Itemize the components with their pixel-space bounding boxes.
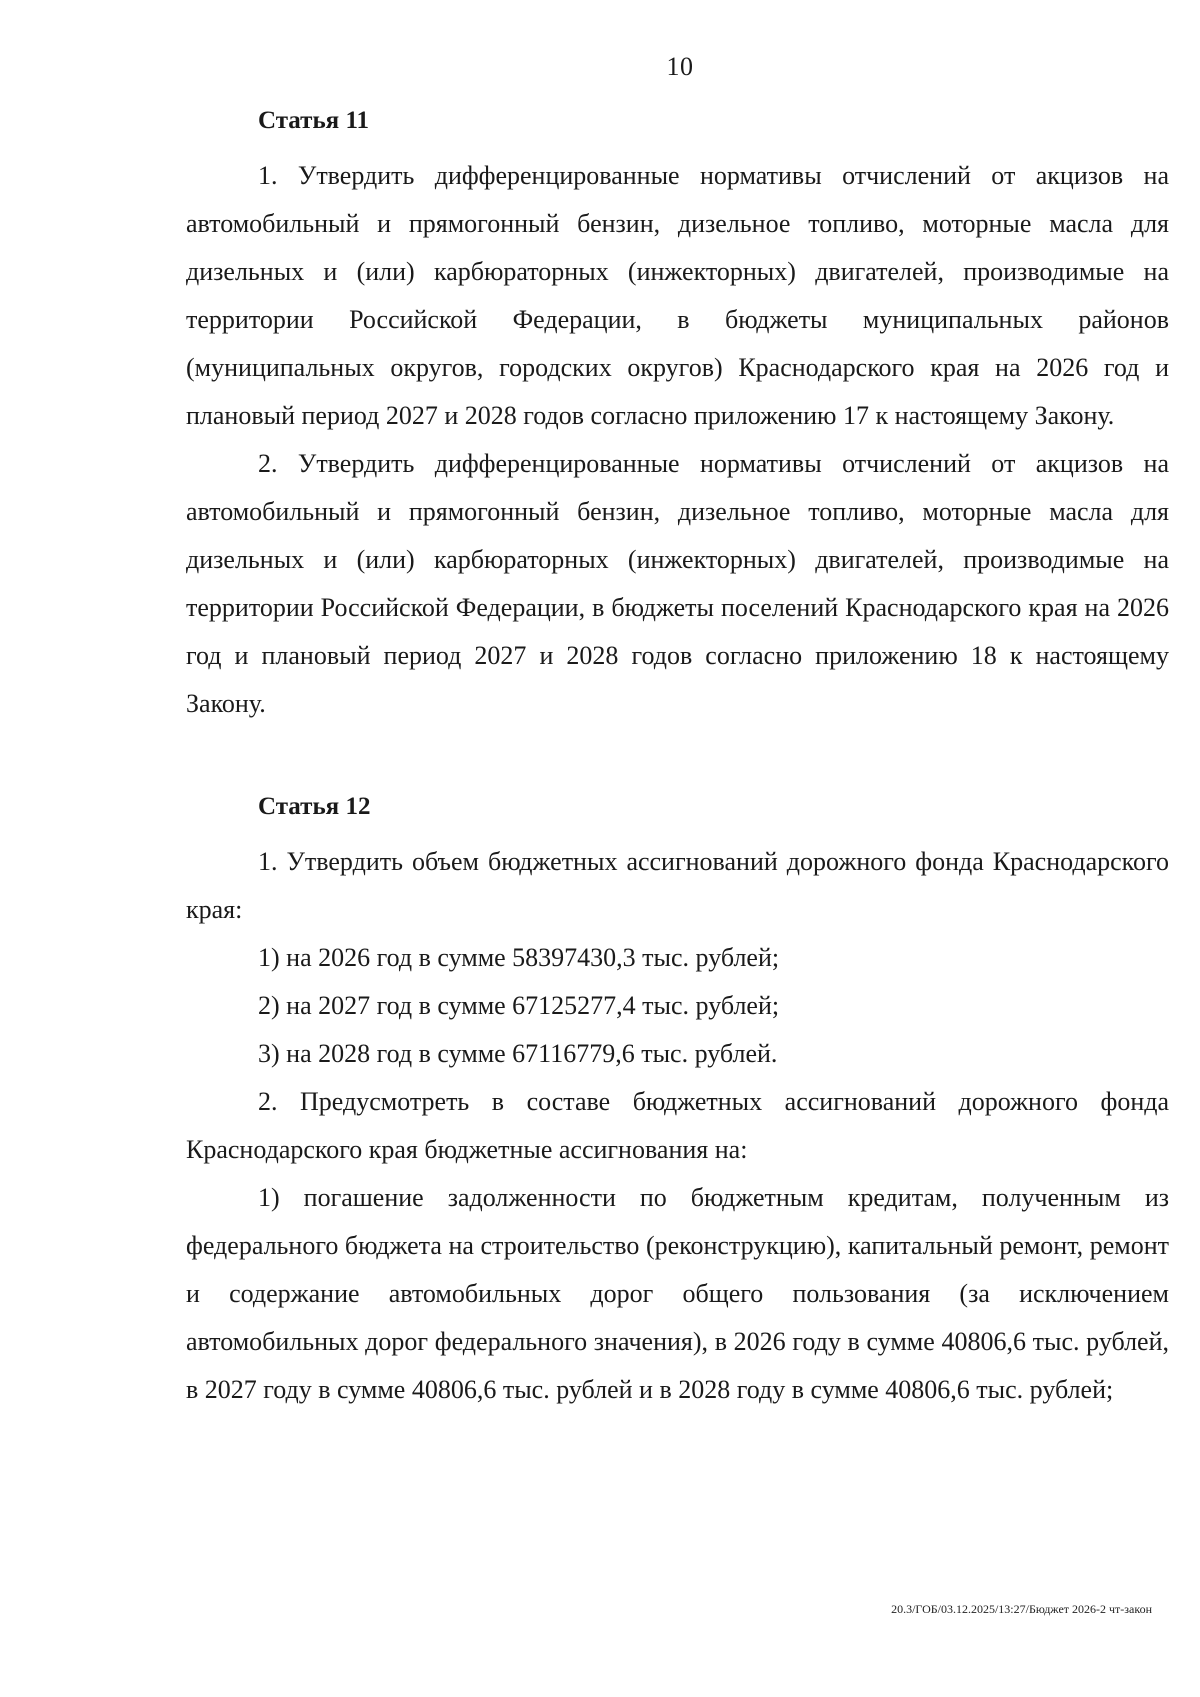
document-body xyxy=(186,104,1169,1414)
list-item: 3) на 2028 год в сумме 67116779,6 тыс. рублей. xyxy=(258,1039,778,1068)
article-paragraph: 2. Предусмотреть в составе бюджетных ассигнований дорожного фонда Краснодарского края бюджетные ассигнования на: xyxy=(186,1087,1169,1164)
article-title: Статья 12 xyxy=(258,793,371,820)
page-number: 10 xyxy=(666,52,694,81)
article-paragraph: 1. Утвердить объем бюджетных ассигнований дорожного фонда Краснодарского края: xyxy=(186,847,1169,924)
list-item: 2) на 2027 год в сумме 67125277,4 тыс. рублей; xyxy=(258,991,780,1020)
article-12 xyxy=(186,790,1169,1414)
document-footer-code: 20.3/ГОБ/03.12.2025/13:27/Бюджет 2026-2 чт-закон xyxy=(891,1602,1152,1616)
list-item: 1) погашение задолженности по бюджетным кредитам, полученным из федерального бюджета на строительство (реконструкцию), капитальный ремонт, ремонт и содержание автомобильных дорог общего пользования (за исключением автомобильных дорог федерального значения), в 2026 году в сумме 40806,6 тыс. рублей, в 2027 году в сумме 40806,6 тыс. рублей и в 2028 году в сумме 40806,6 тыс. рублей; xyxy=(186,1183,1169,1404)
article-paragraph: 1. Утвердить дифференцированные нормативы отчислений от акцизов на автомобильный и прямогонный бензин, дизельное топливо, моторные масла для дизельных и (или) карбюраторных (инжекторных) двигателей, производимые на территории Российской Федерации, в бюджеты муниципальных районов (муниципальных округов, городских округов) Краснодарского края на 2026 год и плановый период 2027 и 2028 годов согласно приложению 17 к настоящему Закону. xyxy=(186,161,1169,430)
article-paragraph: 2. Утвердить дифференцированные нормативы отчислений от акцизов на автомобильный и прямогонный бензин, дизельное топливо, моторные масла для дизельных и (или) карбюраторных (инжекторных) двигателей, производимые на территории Российской Федерации, в бюджеты поселений Краснодарского края на 2026 год и плановый период 2027 и 2028 годов согласно приложению 18 к настоящему Закону. xyxy=(186,449,1169,718)
list-item: 1) на 2026 год в сумме 58397430,3 тыс. рублей; xyxy=(258,943,780,972)
article-title: Статья 11 xyxy=(258,107,370,134)
article-11 xyxy=(186,104,1169,728)
